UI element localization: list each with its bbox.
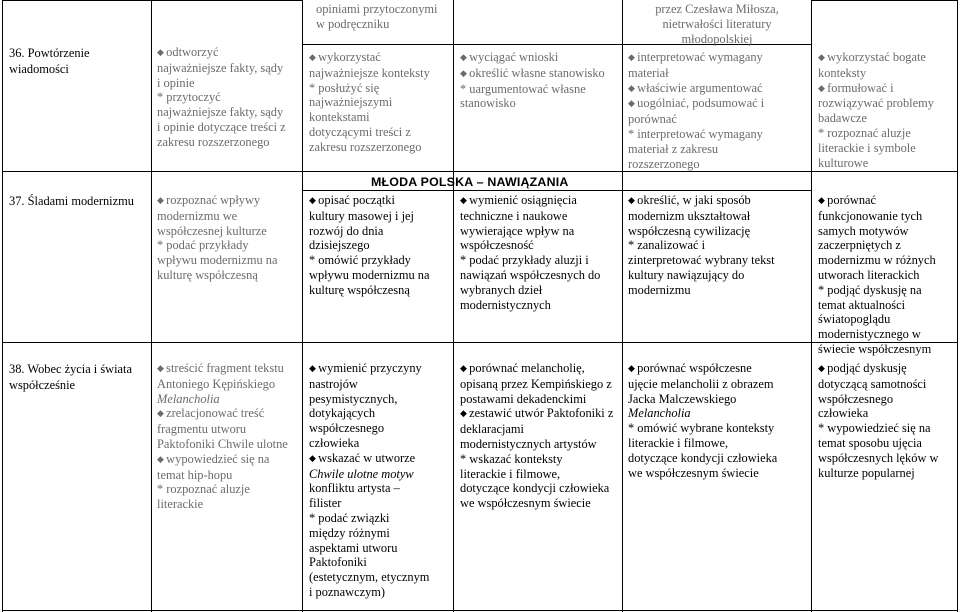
- col-e-row3: ◆ porównać współczesne ujęcie melancholii z obrazem Jacka Malczewskiego Melancholia * omówić wybrane konteksty literackie i filmowe, dotyczące kondycji człowieka we współczesnym świecie: [628, 361, 777, 480]
- col-b-row3: ◆ streścić fragment tekstu Antoniego Kępińskiego Melancholia ◆ zrelacjonować treść fragmentu utworu Paktofoniki Chwile ulotne ◆ wypowiedzieć się na temat hip-hopu * rozpoznać aluzje literackie: [157, 361, 288, 512]
- col-f-row3: ◆ podjąć dyskusję dotyczącą samotności współczesnego człowieka * wypowiedzieć się na temat sposobu ujęcia współczesnych lęków w kulturze popularnej: [818, 361, 938, 480]
- col-b-row2: ◆ rozpoznać wpływy modernizmu we współczesnej kulturze * podać przykłady wpływu modernizmu na kulturę współczesną: [157, 193, 277, 283]
- col-c-row1: ◆ wykorzystać najważniejsze konteksty * posłużyć się najważniejszymi kontekstami dotyczącymi treści z zakresu rozszerzonego: [309, 50, 430, 155]
- col-e-top: przez Czesława Miłosza, nietrwałości literatury młodopolskiej: [655, 2, 779, 46]
- col-c-row3: ◆ wymienić przyczyny nastrojów pesymistycznych, dotykających współczesnego człowieka ◆ wskazać w utworze Chwile ulotne motyw konfliktu artysta – filister * podać związki między różnymi aspektami utworu Paktofoniki (estetycznym, etycznym i poznawczym): [309, 361, 429, 600]
- col-e-row2: ◆ określić, w jaki sposób modernizm ukształtował współczesną cywilizację * zanalizować i zinterpretować wybrany tekst kultury nawiązujący do modernizmu: [628, 193, 775, 298]
- lesson-37: 37. Śladami modernizmu: [9, 194, 134, 208]
- col-c-top: opiniami przytoczonymi w podręczniku: [316, 2, 438, 31]
- col-f-row1: ◆ wykorzystać bogate konteksty ◆ formułować i rozwiązywać problemy badawcze * rozpoznać aluzje literackie i symbole kulturowe: [818, 50, 934, 170]
- section-header: MŁODA POLSKA – NAWIĄZANIA: [371, 175, 569, 189]
- col-f-row2: ◆ porównać funkcjonowanie tych samych motywów zaczerpniętych z modernizmu w różnych utworach literackich * podjąć dyskusję na temat aktualności światopoglądu modernistycznego w świecie współczesnym: [818, 193, 936, 357]
- lesson-36: 36. Powtórzenie wiadomości: [9, 46, 90, 76]
- col-b-row1: ◆ odtworzyć najważniejsze fakty, sądy i opinie * przytoczyć najważniejsze fakty, sądy i opinie dotyczące treści z zakresu rozszerzonego: [157, 45, 286, 150]
- col-d-row3: ◆ porównać melancholię, opisaną przez Kempińskiego z postawami dekadenckimi ◆ zestawić utwór Paktofoniki z deklaracjami modernistycznych artystów * wskazać konteksty literackie i filmowe, dotyczące kondycji człowieka we współczesnym świecie: [460, 361, 613, 511]
- col-d-row1: ◆ wyciągać wnioski ◆ określić własne stanowisko * uargumentować własne stanowisko: [460, 50, 605, 111]
- col-d-row2: ◆ wymienić osiągnięcia techniczne i naukowe wywierające wpływ na współczesność * podać przykłady aluzji i nawiązań współczesnych do wybranych dzieł modernistycznych: [460, 193, 600, 312]
- col-e-row1: ◆ interpretować wymagany materiał ◆ właściwie argumentować ◆ uogólniać, podsumować i porównać * interpretować wymagany materiał z zakresu rozszerzonego: [628, 50, 764, 171]
- lesson-38: 38. Wobec życia i świata współcześnie: [9, 362, 132, 392]
- col-c-row2: ◆ opisać początki kultury masowej i jej rozwój do dnia dzisiejszego * omówić przykłady wpływu modernizmu na kulturę współczesną: [309, 193, 429, 298]
